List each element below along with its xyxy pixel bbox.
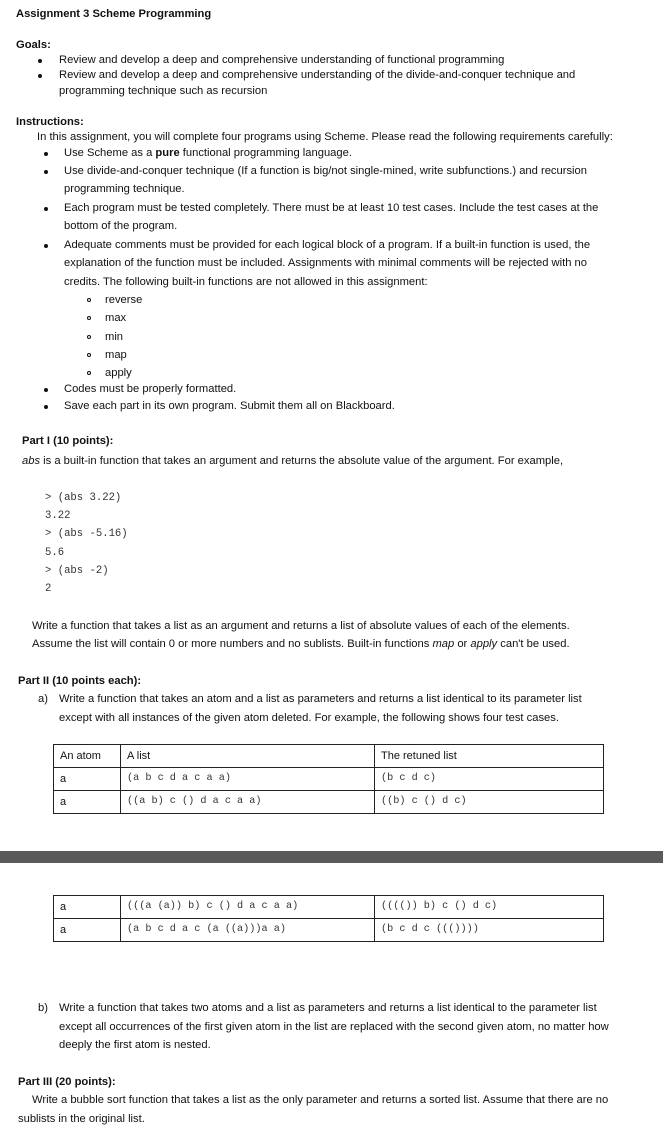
part1-heading: Part I (10 points): xyxy=(22,435,114,447)
page-divider xyxy=(0,851,663,863)
circle-bullet-icon xyxy=(87,371,91,375)
part2b-text-cont: deeply the first atom is nested. xyxy=(59,1039,211,1051)
bullet-icon xyxy=(44,388,48,392)
part3-text: Write a bubble sort function that takes a list as the only parameter and returns a sorted list. Assume that there are no xyxy=(32,1094,609,1106)
instruction-item-4: Adequate comments must be provided for each logical block of a program. If a built-in function is used, the xyxy=(64,239,591,251)
table-cell: (((()) b) c () d c) xyxy=(375,896,604,919)
instruction-item-2-cont: programming technique. xyxy=(64,183,185,195)
table-row xyxy=(54,768,604,791)
code-line: 5.6 xyxy=(45,547,65,559)
table-cell: (((a (a)) b) c () d a c a a) xyxy=(121,896,375,919)
instruction-item-4-cont: explanation of the function must be included. Assignments with minimal comments will be rejected with no xyxy=(64,257,587,269)
instruction-item-1: Use Scheme as a pure functional programming language. xyxy=(64,147,352,159)
part3-text-cont: sublists in the original list. xyxy=(18,1113,145,1125)
bullet-icon xyxy=(44,207,48,211)
circle-bullet-icon xyxy=(87,335,91,339)
code-line: > (abs 3.22) xyxy=(45,492,122,504)
table-cell: a xyxy=(54,896,121,919)
table-cell: (b c d c ((()))) xyxy=(375,919,604,942)
goals-heading: Goals: xyxy=(16,39,51,51)
instruction-item-3: Each program must be tested completely. There must be at least 10 test cases. Include the test cases at the xyxy=(64,202,599,214)
part2b-text-cont: except all occurrences of the first given atom in the list are replaced with the second given atom, no matter how xyxy=(59,1021,609,1033)
table-row xyxy=(54,919,604,942)
table-row xyxy=(54,896,604,919)
instruction-item-4-cont: credits. The following built-in functions are not allowed in this assignment: xyxy=(64,276,428,288)
builtin-apply: apply xyxy=(105,367,132,379)
examples-table-continued xyxy=(53,895,604,942)
circle-bullet-icon xyxy=(87,298,91,302)
table-cell: (a b c d a c a a) xyxy=(121,768,375,791)
part2a-text: Write a function that takes an atom and a list as parameters and returns a list identical to its parameter list xyxy=(59,693,582,705)
code-line: 2 xyxy=(45,583,52,595)
bullet-icon xyxy=(38,74,42,78)
part1-description: abs is a built-in function that takes an argument and returns the absolute value of the argument. For example, xyxy=(22,455,564,467)
bullet-icon xyxy=(44,152,48,156)
instruction-item-3-cont: bottom of the program. xyxy=(64,220,178,232)
builtin-max: max xyxy=(105,312,127,324)
part2a-text-cont: except with all instances of the given atom deleted. For example, the following shows four test cases. xyxy=(59,712,559,724)
bullet-icon xyxy=(44,244,48,248)
part1-task: Write a function that takes a list as an argument and returns a list of absolute values of each of the elements. xyxy=(32,620,570,632)
column-header: An atom xyxy=(54,745,121,768)
instruction-item-6: Save each part in its own program. Submit them all on Blackboard. xyxy=(64,400,395,412)
table-cell: (a b c d a c (a ((a)))a a) xyxy=(121,919,375,942)
table-row xyxy=(54,791,604,814)
table-cell: a xyxy=(54,768,121,791)
column-header: A list xyxy=(121,745,375,768)
part2a-label: a) xyxy=(38,693,48,705)
part2b-label: b) xyxy=(38,1002,48,1014)
table-cell: ((a b) c () d a c a a) xyxy=(121,791,375,814)
circle-bullet-icon xyxy=(87,353,91,357)
bullet-icon xyxy=(38,59,42,63)
code-line: > (abs -2) xyxy=(45,565,109,577)
instruction-item-5: Codes must be properly formatted. xyxy=(64,383,237,395)
table-cell: (b c d c) xyxy=(375,768,604,791)
part2-heading: Part II (10 points each): xyxy=(18,675,142,687)
builtin-min: min xyxy=(105,331,124,343)
page-title: Assignment 3 Scheme Programming xyxy=(16,8,212,20)
part2b-text: Write a function that takes two atoms and a list as parameters and returns a list identical to the parameter list xyxy=(59,1002,597,1014)
instructions-intro: In this assignment, you will complete four programs using Scheme. Please read the following requirements carefully: xyxy=(37,131,613,143)
examples-table xyxy=(53,744,604,814)
part1-task-cont: Assume the list will contain 0 or more numbers and no sublists. Built-in functions map or apply can't be used. xyxy=(32,638,570,650)
builtin-reverse: reverse xyxy=(105,294,143,306)
code-line: 3.22 xyxy=(45,510,71,522)
table-header-row xyxy=(54,745,604,768)
column-header: The retuned list xyxy=(375,745,604,768)
goal-item-2-cont: programming technique such as recursion xyxy=(59,85,268,97)
circle-bullet-icon xyxy=(87,316,91,320)
goal-item-1: Review and develop a deep and comprehensive understanding of functional programming xyxy=(59,54,505,66)
instructions-heading: Instructions: xyxy=(16,116,84,128)
builtin-map: map xyxy=(105,349,127,361)
instruction-item-2: Use divide-and-conquer technique (If a function is big/not single-mined, write subfunctions.) and recursion xyxy=(64,165,587,177)
bullet-icon xyxy=(44,405,48,409)
table-cell: a xyxy=(54,791,121,814)
goal-item-2: Review and develop a deep and comprehensive understanding of the divide-and-conquer technique and xyxy=(59,69,576,81)
table-cell: ((b) c () d c) xyxy=(375,791,604,814)
code-line: > (abs -5.16) xyxy=(45,528,128,540)
table-cell: a xyxy=(54,919,121,942)
part3-heading: Part III (20 points): xyxy=(18,1076,116,1088)
bullet-icon xyxy=(44,170,48,174)
